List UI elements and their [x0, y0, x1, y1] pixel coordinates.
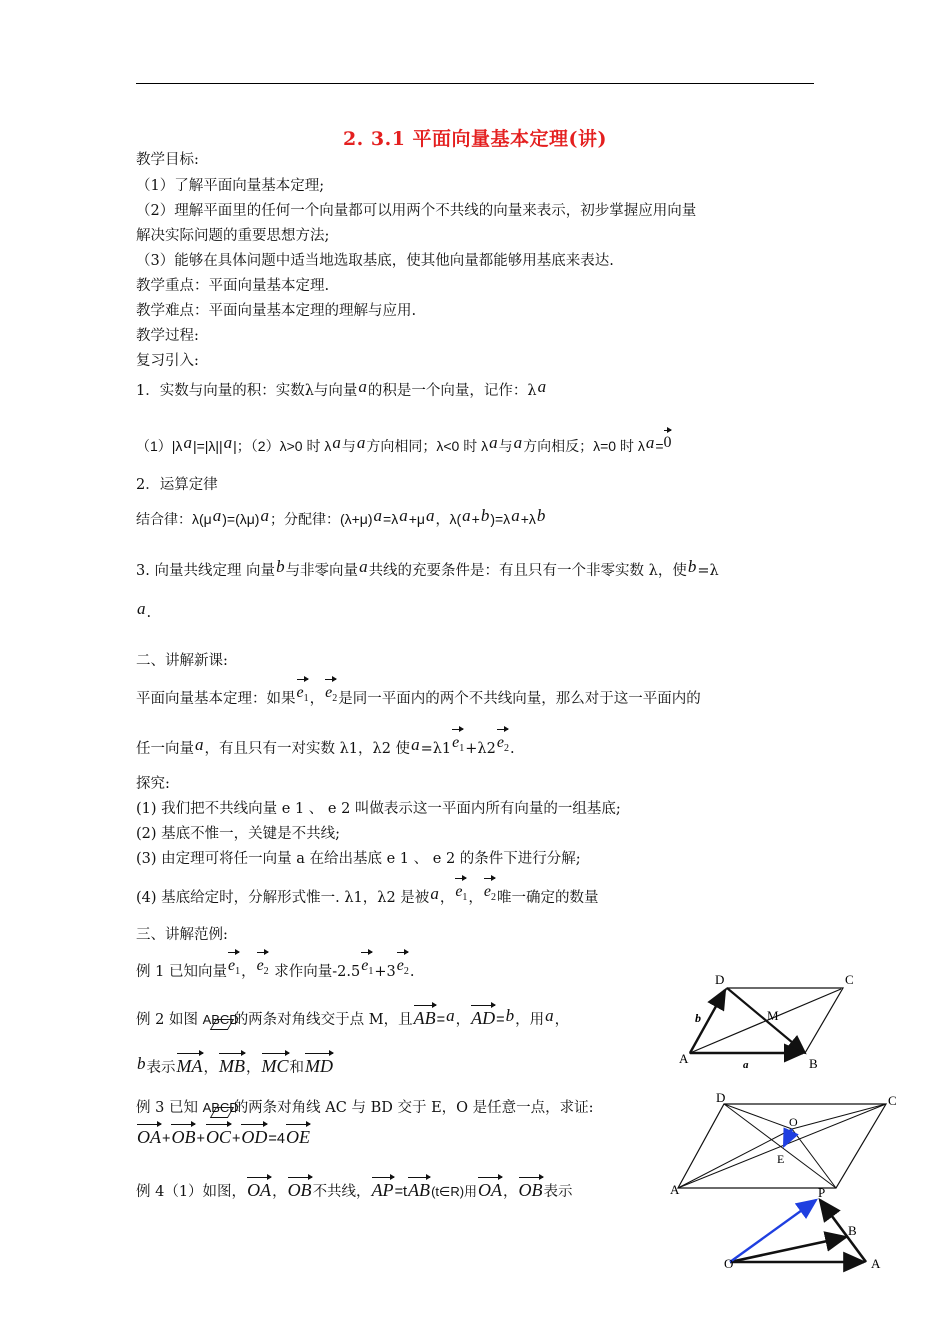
- collinear-theorem-cont: a.: [137, 599, 152, 621]
- vector-a: a: [411, 735, 420, 754]
- example-3-equation: [136, 1127, 311, 1149]
- text: |；（2）λ>0 时 λ: [233, 438, 332, 454]
- vector-a: a: [137, 599, 146, 618]
- vector-MC: MC: [261, 1056, 289, 1076]
- label-d: D: [716, 1090, 726, 1105]
- vector-e2: [483, 882, 497, 908]
- text: 例 2 如图: [136, 1012, 203, 1028]
- text: 方向相同；λ<0 时 λ: [366, 438, 489, 454]
- basic-theorem-cont: [136, 734, 515, 765]
- sub: 2: [503, 743, 509, 755]
- review-item-1: [136, 377, 547, 401]
- vector-e2: [496, 733, 510, 759]
- vector-AP: AP: [371, 1180, 394, 1200]
- vector-e2: [256, 956, 270, 982]
- text: =4: [268, 1131, 285, 1147]
- text: +: [162, 1131, 171, 1147]
- objectives-heading: 教学目标:: [136, 152, 199, 168]
- text: |=|λ||: [192, 438, 223, 454]
- vector-OA: OA: [247, 1180, 272, 1200]
- text: )=(λμ): [222, 511, 260, 527]
- section-3-heading: 三、讲解范例:: [136, 927, 228, 943]
- vector-a: a: [430, 884, 439, 903]
- objective-1: （1）了解平面向量基本定理;: [136, 178, 325, 194]
- diagonal-ac: [678, 1104, 886, 1188]
- vector-a: a: [195, 735, 204, 754]
- process-heading: 教学过程:: [136, 328, 199, 344]
- vector-AD: AD: [471, 1008, 496, 1028]
- vector-e1: [296, 683, 310, 709]
- vector-a: a: [537, 377, 547, 396]
- label-p: P: [818, 1185, 826, 1200]
- vector-e2: [396, 956, 410, 982]
- figure-triangle-oap: [718, 1180, 898, 1280]
- text: ，: [272, 1184, 287, 1200]
- label-vector-a: a: [743, 1059, 749, 1071]
- example-2-cont: [136, 1056, 334, 1078]
- text: 任一向量: [136, 741, 194, 757]
- text: =t: [394, 1184, 408, 1200]
- vector-AB: AB: [413, 1008, 436, 1028]
- label-vector-b: b: [695, 1011, 701, 1025]
- sub: 2: [332, 693, 338, 705]
- key-point: 教学重点：平面向量基本定理.: [136, 278, 330, 294]
- vector-b: b: [480, 506, 490, 525]
- text: 3. 向量共线定理 向量: [136, 563, 276, 579]
- vector-OE: OE: [285, 1127, 310, 1147]
- text: 唯一确定的数量: [497, 890, 599, 906]
- text: .: [409, 964, 415, 980]
- text: 方向相反；λ=0 时 λ: [523, 438, 645, 454]
- vector-OB: OB: [171, 1127, 196, 1147]
- review-item-1-props: [136, 433, 672, 457]
- text: ，用: [515, 1012, 545, 1028]
- label-d: D: [715, 972, 725, 987]
- e: e: [396, 957, 404, 974]
- objective-3: （3）能够在具体问题中适当地选取基底，使其他向量都能够用基底来表达.: [136, 253, 614, 269]
- example-3: [136, 1098, 594, 1118]
- operation-laws: [136, 506, 546, 529]
- label-b: B: [848, 1223, 857, 1238]
- text: 表示: [543, 1184, 573, 1200]
- text: =λ: [697, 563, 719, 579]
- text: =λ: [383, 511, 399, 527]
- vector-OB: OB: [518, 1180, 543, 1200]
- text: +: [231, 1131, 241, 1147]
- label-c: C: [845, 972, 854, 987]
- text: 例 4（1）如图，: [136, 1184, 247, 1200]
- example-1: [136, 957, 415, 988]
- text: +μ: [408, 511, 425, 527]
- e: e: [483, 883, 492, 900]
- vector-e2: [324, 683, 338, 709]
- text: 和: [289, 1060, 304, 1076]
- vector-a: a: [373, 506, 383, 525]
- text: 共线的充要条件是：有且只有一个非零实数 λ，使: [368, 563, 687, 579]
- text: 是同一平面内的两个不共线向量，那么对于这一平面内的: [338, 691, 701, 707]
- text: +λ: [520, 511, 536, 527]
- vector-OA: OA: [137, 1127, 161, 1147]
- text: 的积是一个向量，记作：λ: [367, 383, 537, 399]
- text: 例 3 已知: [136, 1100, 203, 1116]
- text: ，: [241, 964, 256, 980]
- diagonal-bd: [724, 1104, 836, 1188]
- section-2-heading: 二、讲解新课:: [136, 653, 228, 669]
- text: )=λ: [490, 511, 511, 527]
- label-b: B: [809, 1056, 818, 1071]
- vector-a: a: [223, 433, 233, 452]
- parallelogram-abcd: ABCD: [202, 1012, 239, 1027]
- sub: 2: [491, 892, 497, 904]
- vector-a: a: [356, 433, 366, 452]
- text: +: [471, 511, 480, 527]
- e: e: [452, 734, 460, 751]
- text: 与非零向量: [285, 563, 359, 579]
- text: 与: [498, 438, 513, 454]
- e: e: [325, 684, 333, 701]
- sub: 2: [263, 966, 269, 978]
- vector-a: a: [359, 557, 368, 576]
- text: +: [196, 1131, 205, 1147]
- vector-ap-arrow: [820, 1200, 866, 1262]
- vector-b: b: [505, 1006, 515, 1025]
- text: 的两条对角线 AC 与 BD 交于 E，O 是任意一点，求证:: [233, 1100, 594, 1116]
- label-m: M: [767, 1008, 779, 1023]
- segment-oc: [792, 1104, 886, 1129]
- vector-a: a: [545, 1006, 554, 1025]
- vector-MB: MB: [219, 1056, 245, 1076]
- text: 例 1 已知向量: [136, 964, 227, 980]
- text: ，有且只有一对实数 λ1，λ2 使: [204, 741, 411, 757]
- header-rule: [136, 83, 814, 84]
- text: +3: [374, 964, 396, 980]
- sub: 1: [235, 966, 241, 978]
- page-title: 2. 3.1 平面向量基本定理(讲): [342, 128, 608, 150]
- label-c: C: [888, 1093, 897, 1108]
- vector-a: a: [513, 433, 523, 452]
- vector-b: b: [687, 557, 697, 576]
- vector-a: a: [446, 1006, 455, 1025]
- sub: 1: [462, 892, 468, 904]
- difficulty: 教学难点：平面向量基本定理的理解与应用.: [136, 303, 417, 319]
- diagonal-db-arrow: [727, 988, 805, 1053]
- e: e: [455, 883, 463, 900]
- text: ，: [503, 1184, 518, 1200]
- vector-e1: [227, 956, 241, 982]
- vector-OD: OD: [241, 1127, 268, 1147]
- text: (4) 基底给定时，分解形式惟一. λ1，λ2 是被: [136, 890, 430, 906]
- vector-AB: AB: [408, 1180, 431, 1200]
- text: ，: [309, 691, 325, 707]
- zero-vector: 0: [663, 434, 672, 451]
- example-2: [136, 1008, 569, 1030]
- text: （1）|λ: [136, 438, 183, 454]
- sub: 1: [459, 743, 465, 755]
- e: e: [227, 957, 236, 974]
- vector-a: a: [462, 506, 471, 525]
- explore-point-3: (3) 由定理可将任一向量 a 在给出基底 e 1 、 e 2 的条件下进行分解;: [136, 851, 581, 867]
- e: e: [361, 957, 369, 974]
- parallelogram-abcd: ABCD: [202, 1100, 239, 1115]
- text: ，λ(: [435, 511, 462, 527]
- vector-a: a: [425, 506, 435, 525]
- collinear-theorem: [136, 557, 719, 581]
- vector-MA: MA: [176, 1056, 203, 1076]
- review-heading: 复习引入:: [136, 353, 199, 369]
- text: 1．实数与向量的积：实数λ与向量: [136, 383, 358, 399]
- example-4: [136, 1180, 573, 1202]
- basic-theorem: [136, 684, 701, 715]
- e: e: [256, 957, 264, 974]
- vector-e1: [360, 956, 374, 982]
- vector-a: a: [645, 433, 655, 452]
- text: =: [655, 438, 664, 454]
- text: 不共线，: [312, 1184, 371, 1200]
- text: .: [509, 741, 515, 757]
- text: (t∈R)用: [431, 1184, 478, 1199]
- sub: 1: [303, 693, 309, 705]
- vector-OA: OA: [478, 1180, 503, 1200]
- vector-a: a: [183, 433, 192, 452]
- e: e: [296, 684, 304, 701]
- vector-OC: OC: [205, 1127, 231, 1147]
- objective-2: （2）理解平面里的任何一个向量都可以用两个不共线的向量来表示，初步掌握应用向量: [136, 203, 697, 219]
- label-a: A: [670, 1182, 680, 1197]
- text: 平面向量基本定理：如果: [136, 691, 296, 707]
- label-a: A: [871, 1256, 881, 1271]
- vector-b: b: [536, 506, 546, 525]
- vector-a: a: [511, 506, 520, 525]
- label-a: A: [679, 1051, 689, 1066]
- text: ；分配律：(λ+μ): [269, 511, 373, 527]
- segment-od: [724, 1104, 792, 1129]
- vector-a: a: [332, 433, 341, 452]
- vector-a: a: [399, 506, 408, 525]
- explore-point-2: (2) 基底不惟一，关键是不共线;: [136, 826, 341, 842]
- vector-b: b: [276, 557, 285, 576]
- text: =: [436, 1012, 446, 1028]
- text: ，: [554, 1012, 570, 1028]
- text: =: [496, 1012, 505, 1028]
- text: ，: [455, 1012, 471, 1028]
- objective-2-cont: 解决实际问题的重要思想方法;: [136, 228, 330, 244]
- vector-a: a: [489, 433, 498, 452]
- text: ，: [439, 890, 455, 906]
- label-o: O: [789, 1115, 798, 1129]
- explore-heading: 探究:: [136, 776, 170, 792]
- sub: 1: [368, 966, 374, 978]
- text: =λ1: [420, 741, 452, 757]
- e: e: [496, 734, 504, 751]
- vector-e1: [451, 733, 465, 759]
- vector-a: a: [358, 377, 367, 396]
- explore-point-1: (1) 我们把不共线向量 e 1 、 e 2 叫做表示这一平面内所有向量的一组基底;: [136, 801, 621, 817]
- vector-OB: OB: [287, 1180, 312, 1200]
- vector-b: b: [137, 1054, 146, 1073]
- text: +λ2: [465, 741, 496, 757]
- text: 结合律：λ(μ: [136, 511, 212, 527]
- label-e: E: [777, 1152, 785, 1166]
- text: 与: [341, 438, 356, 454]
- vector-a: a: [212, 506, 222, 525]
- vector-MD: MD: [305, 1056, 333, 1076]
- text: 求作向量-2.5: [269, 964, 361, 980]
- vector-a: a: [260, 506, 269, 525]
- text: 表示: [146, 1060, 176, 1076]
- vector-e1: [454, 882, 468, 908]
- text: ，: [246, 1060, 261, 1076]
- sub: 2: [403, 966, 409, 978]
- text: 的两条对角线交于点 M，且: [233, 1012, 413, 1028]
- review-item-2: 2．运算定律: [136, 477, 218, 493]
- text: ，: [203, 1060, 218, 1076]
- text: ，: [468, 890, 483, 906]
- label-o: O: [724, 1256, 734, 1271]
- figure-parallelogram-m: [675, 968, 870, 1078]
- explore-point-4: [136, 883, 599, 914]
